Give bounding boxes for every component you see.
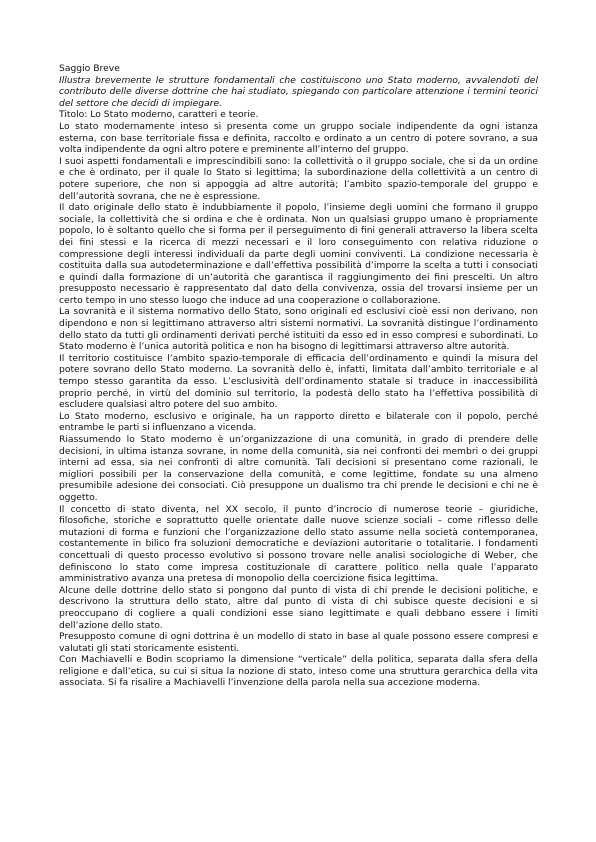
paragraph-5: Il territorio costituisce l’ambito spazio-temporale di efficacia dell’ordinamento e quindi la misura del potere sovrano dello Stato moderno. La sovranità dello è, infatti, limitata dall’ambito territoriale e al tempo stesso garantita da esso. L’esclusività dell’ordinamento statale si traduce in inaccessibilità proprio perché, in virtù del dominio sul territorio, la podestà dello stato ha l’effettiva possibilità di escludere qualsiasi altro potere del suo ambito.	[59, 352, 538, 411]
essay-title: Titolo: Lo Stato moderno, caratteri e teorie.	[59, 109, 259, 121]
paragraph-7: Riassumendo lo Stato moderno è un’organizzazione di una comunità, in grado di prendere delle decisioni, in ultima istanza sovrane, in nome della comunità, sia nei confronti dei membri o dei gruppi interni ad essa, sia nei confronti di altre comunità. Tali decisioni si presentano come razionali, le migliori possibili per la conservazione della comunità, e come legittime, fondate su una almeno presumibile adesione dei consociati. Ciò presuppone un dualismo tra chi prende le decisioni e chi ne è oggetto.	[59, 434, 538, 503]
paragraph-6: Lo Stato moderno, esclusivo e originale, ha un rapporto diretto e bilaterale con il popolo, perché entrambe le parti si influenzano a vicenda.	[59, 410, 538, 434]
paragraph-8: Il concetto di stato diventa, nel XX secolo, il punto d’incrocio di numerose teorie – giuridiche, filosofiche, storiche e soprattutto quelle orientate dalle nuove scienze sociali – come riflesso delle mutazioni di forma e funzioni che l’organizzazione dello stato assume nella società contemporanea, costantemente in bilico fra soluzioni democratiche e deviazioni autoritarie o totalitarie. I fondamenti concettuali di questo processo evolutivo si possono trovare nelle analisi sociologiche di Weber, che definiscono lo stato come impresa costituzionale di carattere politico nella quale l’apparato amministrativo avanza una pretesa di monopolio della coercizione fisica legittima.	[59, 503, 538, 585]
paragraph-2: I suoi aspetti fondamentali e imprescindibili sono: la collettività o il gruppo sociale, che si da un ordine e che è ordinato, per il quale lo Stato si legittima; la subordinazione della collettività a un centro di potere superiore, che non si appoggia ad altre autorità; l’ambito spazio-temporale del gruppo e dell’autorità sovrana, che ne è espressione.	[59, 155, 538, 202]
paragraph-9: Alcune delle dottrine dello stato si pongono dal punto di vista di chi prende le decisioni politiche, e descrivono la struttura dello stato, altre dal punto di vista di chi subisce queste decisioni e si preoccupano di cogliere a quali condizioni esse siano legittimate e quali debbano essere i limiti dell’azione dello stato.	[59, 584, 538, 631]
essay-type-heading: Saggio Breve	[59, 63, 120, 74]
paragraph-3: Il dato originale dello stato è indubbiamente il popolo, l’insieme degli uomini che formano il gruppo sociale, la collettività che si ordina e che è ordinata. Non un qualsiasi gruppo umano è propriamente popolo, lo è soltanto quello che si forma per il perseguimento di fini generali attraverso la libera scelta dei fini stessi e la ricerca di mezzi necessari e il loro conseguimento con relativa riduzione o compressione degli interessi individuali da parte degli uomini conviventi. La condizione necessaria è costituita dalla sua autodeterminazione e dall’effettiva possibilità d’imporre la scelta a tutti i consociati e quindi dalla formazione di un’autorità che garantisca il raggiungimento dei fini prescelti. Un altro presupposto necessario è rappresentato dal dato della convivenza, ossia del trovarsi insieme per un certo tempo in uno stesso luogo che induce ad una cooperazione o collaborazione.	[59, 202, 538, 306]
document-page	[59, 63, 538, 689]
assignment-prompt: Illustra brevemente le strutture fondamentali che costituiscono uno Stato moderno, avvalendoti del contributo delle diverse dottrine che hai studiato, spiegando con particolare attenzione i termini teorici del settore che decidi di impiegare.	[59, 74, 538, 109]
paragraph-11: Con Machiavelli e Bodin scopriamo la dimensione “verticale” della politica, separata dalla sfera della religione e dall’etica, su cui si situa la nozione di stato, inteso come una struttura gerarchica della vita associata. Si fa risalire a Machiavelli l’invenzione della parola nella sua accezione moderna.	[59, 654, 538, 689]
paragraph-1: Lo stato modernamente inteso si presenta come un gruppo sociale indipendente da ogni istanza esterna, con base territoriale fissa e definita, raccolto e ordinato a un centro di potere sovrano, a sua volta indipendente da ogni altro potere e preminente all’interno del gruppo.	[59, 120, 538, 156]
paragraph-10: Presupposto comune di ogni dottrina è un modello di stato in base al quale possono essere compresi e valutati gli stati storicamente esistenti.	[59, 631, 538, 654]
paragraph-4: La sovranità e il sistema normativo dello Stato, sono originali ed esclusivi cioè essi non derivano, non dipendono e non si legittimano attraverso altri sistemi normativi. La sovranità distingue l’ordinamento dello stato da tutti gli ordinamenti derivati perché istituiti da esso ed in esso compresi e subordinati. Lo Stato moderno è l’unica autorità politica e non ha bisogno di legittimarsi attraverso altre autorità.	[59, 306, 538, 353]
